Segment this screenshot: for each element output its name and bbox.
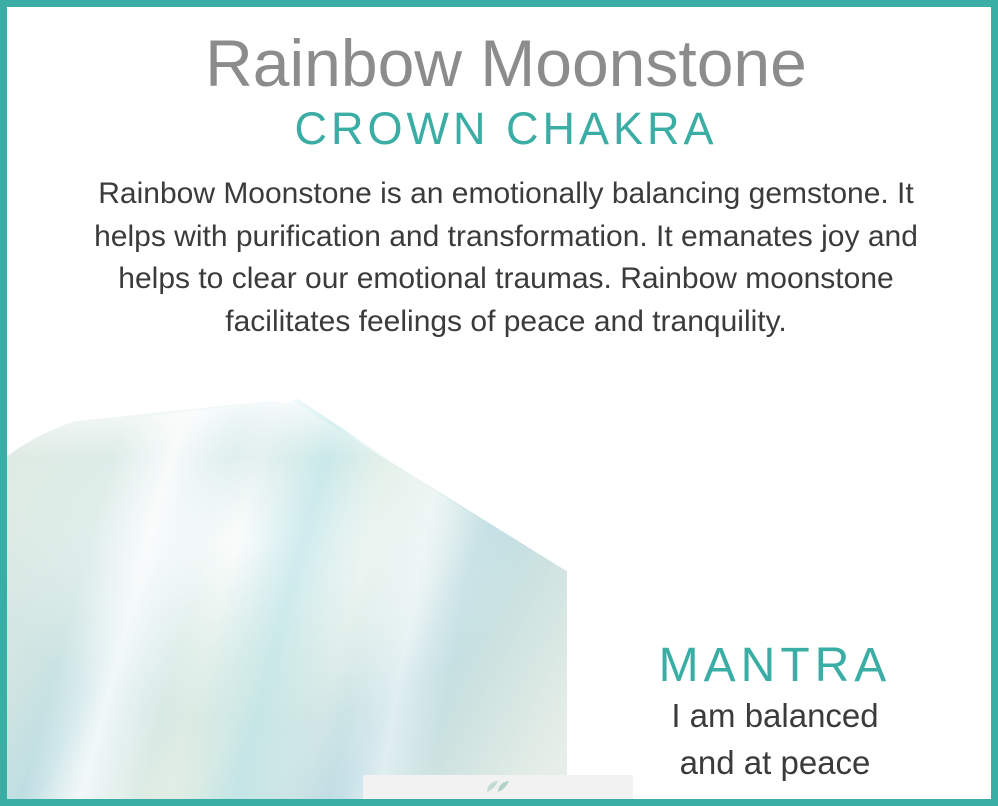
watermark-bar [363,775,633,799]
gemstone-surface [7,399,567,806]
mantra-block [595,641,955,784]
mantra-line-1: I am balanced [671,697,879,735]
page-subtitle: CROWN CHAKRA [294,102,718,154]
page-title: Rainbow Moonstone [205,26,807,100]
mantra-heading: MANTRA [658,639,892,692]
mantra-line-2: and at peace [679,743,871,781]
description-text: Rainbow Moonstone is an emotionally balancing gemstone. It helps with purification and transformation. It emanates joy and helps to clear our emotional traumas. Rainbow moonstone facilitates feelings of peace and tranquility. [94,177,918,338]
text-content [7,7,998,344]
gemstone-image [7,399,567,806]
leaf-icon [485,780,511,794]
